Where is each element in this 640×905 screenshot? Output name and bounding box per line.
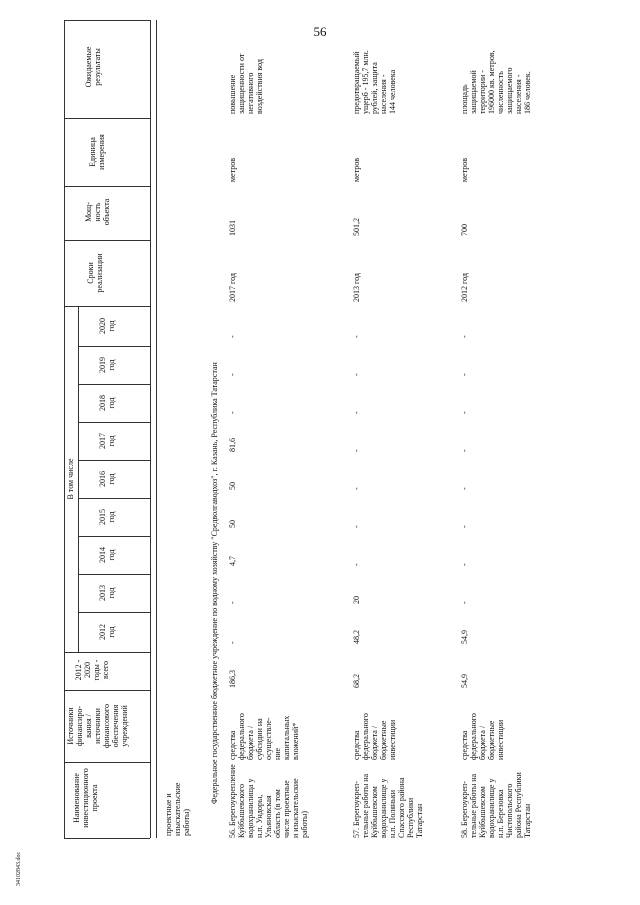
header-in-that [66, 306, 75, 652]
row-58-year-2019 [460, 346, 469, 376]
row-57-year-2020 [352, 306, 361, 338]
header-year-2013 [98, 576, 116, 610]
column-rule [78, 498, 150, 499]
row-58-year-2017 [460, 422, 469, 452]
row-58-year-2012-text: 54,9 [460, 630, 469, 644]
row-58-source-text: средства федерального бюджета / бюджетные инвестиции [460, 713, 505, 760]
header-year-2019 [98, 348, 116, 382]
row-58-source [460, 690, 505, 760]
header-year-2014-text: 2014 год [98, 547, 116, 563]
row-57-year-2012 [352, 612, 361, 644]
header-in-that-text: В том числе [66, 458, 75, 500]
row-57-year-2018-text: - [352, 411, 361, 414]
row-56-terms-text: 2017 год [228, 273, 237, 302]
row-57-year-2016 [352, 460, 361, 490]
row-58-year-2020-text: - [460, 335, 469, 338]
row-58-terms [460, 240, 469, 302]
header-rule [150, 20, 151, 838]
carryover-text [164, 764, 191, 836]
column-rule [64, 690, 150, 691]
subheader-rule [78, 306, 79, 652]
column-rule [64, 306, 150, 307]
row-56-year-2013-text: - [228, 601, 237, 604]
row-58-year-2015 [460, 498, 469, 528]
row-56-year-2018-text: - [228, 411, 237, 414]
header-results [84, 20, 102, 114]
header-year-2014 [98, 538, 116, 572]
row-58-unit-text: метров [460, 158, 469, 182]
row-56-unit-text: метров [228, 158, 237, 182]
row-57-results [352, 20, 397, 114]
row-56-name-text: 56. Берегоукрепление Куйбышевского водохранилища у н.п. Ундоры, Ульяновская область (в том числе проектные и изыскательские работы) [228, 764, 309, 838]
row-57-terms [352, 240, 361, 302]
section-title [210, 44, 219, 804]
header-year-2020 [98, 308, 116, 344]
row-56-terms [228, 240, 237, 302]
row-58-year-2014 [460, 536, 469, 566]
header-terms-text: Сроки реализации [86, 253, 104, 293]
row-58-year-2016 [460, 460, 469, 490]
row-58-name [460, 758, 532, 838]
column-rule [78, 574, 150, 575]
row-58-year-2016-text: - [460, 487, 469, 490]
row-57-total-text: 68,2 [352, 674, 361, 688]
row-56-results [228, 20, 264, 114]
row-58-terms-text: 2012 год [460, 273, 469, 302]
column-rule [78, 536, 150, 537]
row-58-capacity [460, 186, 469, 236]
row-56-year-2020-text: - [228, 335, 237, 338]
header-capacity-text: Мощ- ность объекта [84, 198, 111, 226]
row-57-total [352, 652, 361, 688]
row-58-capacity-text: 700 [460, 224, 469, 236]
carryover-text-text: проектные и изыскательские работы) [164, 782, 191, 836]
row-57-capacity-text: 501,2 [352, 218, 361, 236]
row-58-name-text: 58. Берегоукреп- тельные работы на Куйбышевском водохранилище у н.п. Березовка Чистопольского района Республики Татарстан [460, 772, 532, 838]
row-56-source-text: средства федерального бюджета / субсидии на осуществле- ние капитальных вложений* [228, 713, 300, 760]
row-58-year-2013 [460, 574, 469, 604]
column-rule [64, 240, 150, 241]
row-57-capacity [352, 186, 361, 236]
row-57-year-2017-text: - [352, 449, 361, 452]
header-terms [86, 242, 104, 304]
header-year-2018 [98, 386, 116, 420]
row-57-terms-text: 2013 год [352, 273, 361, 302]
header-unit-text: Единица измерения [88, 134, 106, 170]
column-rule [78, 346, 150, 347]
row-56-unit [228, 118, 237, 182]
row-58-results-text: площадь защищаемой территории - 196000 кв. метров, численность защищаемого населения - 186 человек. [460, 50, 532, 114]
header-project-name-text: Наименование инвестиционного проекта [72, 768, 99, 828]
column-rule [64, 118, 150, 119]
row-57-year-2015-text: - [352, 525, 361, 528]
row-56-year-2016-text: 50 [228, 482, 237, 490]
row-56-capacity-text: 1031 [228, 220, 237, 236]
row-57-year-2016-text: - [352, 487, 361, 490]
row-57-year-2015 [352, 498, 361, 528]
row-56-year-2016 [228, 460, 237, 490]
row-56-year-2014-text: 4,7 [228, 556, 237, 566]
row-56-results-text: повышение защищенности от негативного воздействия вод [228, 53, 264, 114]
section-title-text: Федеральное государственное бюджетное учреждение по водному хозяйству "Средволгаводхоз", г. Казань, Республика Татарстан [210, 362, 219, 804]
row-58-total [460, 652, 469, 688]
row-57-name [352, 758, 424, 838]
header-results-text: Ожидаемые результаты [84, 46, 102, 88]
row-56-year-2015 [228, 498, 237, 528]
row-56-year-2017-text: 81,6 [228, 438, 237, 452]
column-rule [78, 612, 150, 613]
column-rule [78, 422, 150, 423]
header-rule [156, 20, 157, 838]
row-57-results-text: предотвращаемый ущерб - 195,7 млн. рублей, защита населения - 144 человека [352, 50, 397, 114]
row-58-year-2018-text: - [460, 411, 469, 414]
row-57-year-2018 [352, 384, 361, 414]
header-year-2016-text: 2016 год [98, 471, 116, 487]
row-58-year-2019-text: - [460, 373, 469, 376]
row-58-year-2014-text: - [460, 563, 469, 566]
row-56-year-2019 [228, 346, 237, 376]
row-57-year-2019-text: - [352, 373, 361, 376]
row-57-unit-text: метров [352, 158, 361, 182]
row-58-year-2015-text: - [460, 525, 469, 528]
row-57-name-text: 57. Берегоукреп- тельные работы на Куйбышевском водохранилище у н.п. Поляньки Спасского района Республики Татарстан [352, 773, 424, 838]
row-58-unit [460, 118, 469, 182]
row-56-year-2017 [228, 422, 237, 452]
header-year-2017-text: 2017 год [98, 433, 116, 449]
header-year-2020-text: 2020 год [98, 318, 116, 334]
header-funding-source-text: Источники финансиро- вания / источники финансового обеспечения учреждений [66, 704, 129, 748]
row-57-year-2014-text: - [352, 563, 361, 566]
header-year-2013-text: 2013 год [98, 585, 116, 601]
header-capacity [84, 186, 111, 238]
row-58-total-text: 54,9 [460, 674, 469, 688]
row-57-unit [352, 118, 361, 182]
row-57-year-2020-text: - [352, 335, 361, 338]
document-filename: 34102843.doc [16, 851, 22, 886]
row-58-year-2013-text: - [460, 601, 469, 604]
column-rule [78, 460, 150, 461]
row-56-total [228, 652, 237, 688]
column-rule [78, 384, 150, 385]
row-57-year-2012-text: 48,2 [352, 630, 361, 644]
header-rule [64, 20, 65, 838]
header-year-2012-text: 2012 год [98, 624, 116, 640]
page-number: 56 [313, 24, 327, 39]
row-58-year-2012 [460, 612, 469, 644]
row-57-year-2019 [352, 346, 361, 376]
row-56-year-2012-text: - [228, 641, 237, 644]
row-58-results [460, 20, 532, 114]
row-56-year-2014 [228, 536, 237, 566]
row-56-year-2015-text: 50 [228, 520, 237, 528]
row-56-name [228, 758, 309, 838]
header-year-2018-text: 2018 год [98, 395, 116, 411]
row-57-year-2017 [352, 422, 361, 452]
row-57-year-2013 [352, 574, 361, 604]
column-rule [64, 20, 150, 21]
row-58-year-2020 [460, 306, 469, 338]
row-56-year-2020 [228, 306, 237, 338]
column-rule [64, 838, 150, 839]
header-total [74, 652, 110, 688]
row-56-source [228, 690, 300, 760]
header-year-2015 [98, 500, 116, 534]
header-year-2019-text: 2019 год [98, 357, 116, 373]
header-year-2016 [98, 462, 116, 496]
row-58-year-2018 [460, 384, 469, 414]
row-58-year-2017-text: - [460, 449, 469, 452]
header-project-name [72, 762, 99, 834]
row-56-year-2019-text: - [228, 373, 237, 376]
header-total-text: 2012 - 2020 годы - всего [74, 659, 110, 681]
row-56-year-2013 [228, 574, 237, 604]
header-year-2015-text: 2015 год [98, 509, 116, 525]
row-57-source [352, 690, 397, 760]
row-57-year-2013-text: 20 [352, 596, 361, 604]
header-year-2017 [98, 424, 116, 458]
row-56-year-2012 [228, 612, 237, 644]
header-unit [88, 120, 106, 184]
row-57-year-2014 [352, 536, 361, 566]
header-year-2012 [98, 614, 116, 650]
row-56-year-2018 [228, 384, 237, 414]
row-56-total-text: 186,3 [228, 670, 237, 688]
row-57-source-text: средства федерального бюджета / бюджетные инвестиции [352, 713, 397, 760]
header-funding-source [66, 692, 129, 760]
row-56-capacity [228, 186, 237, 236]
